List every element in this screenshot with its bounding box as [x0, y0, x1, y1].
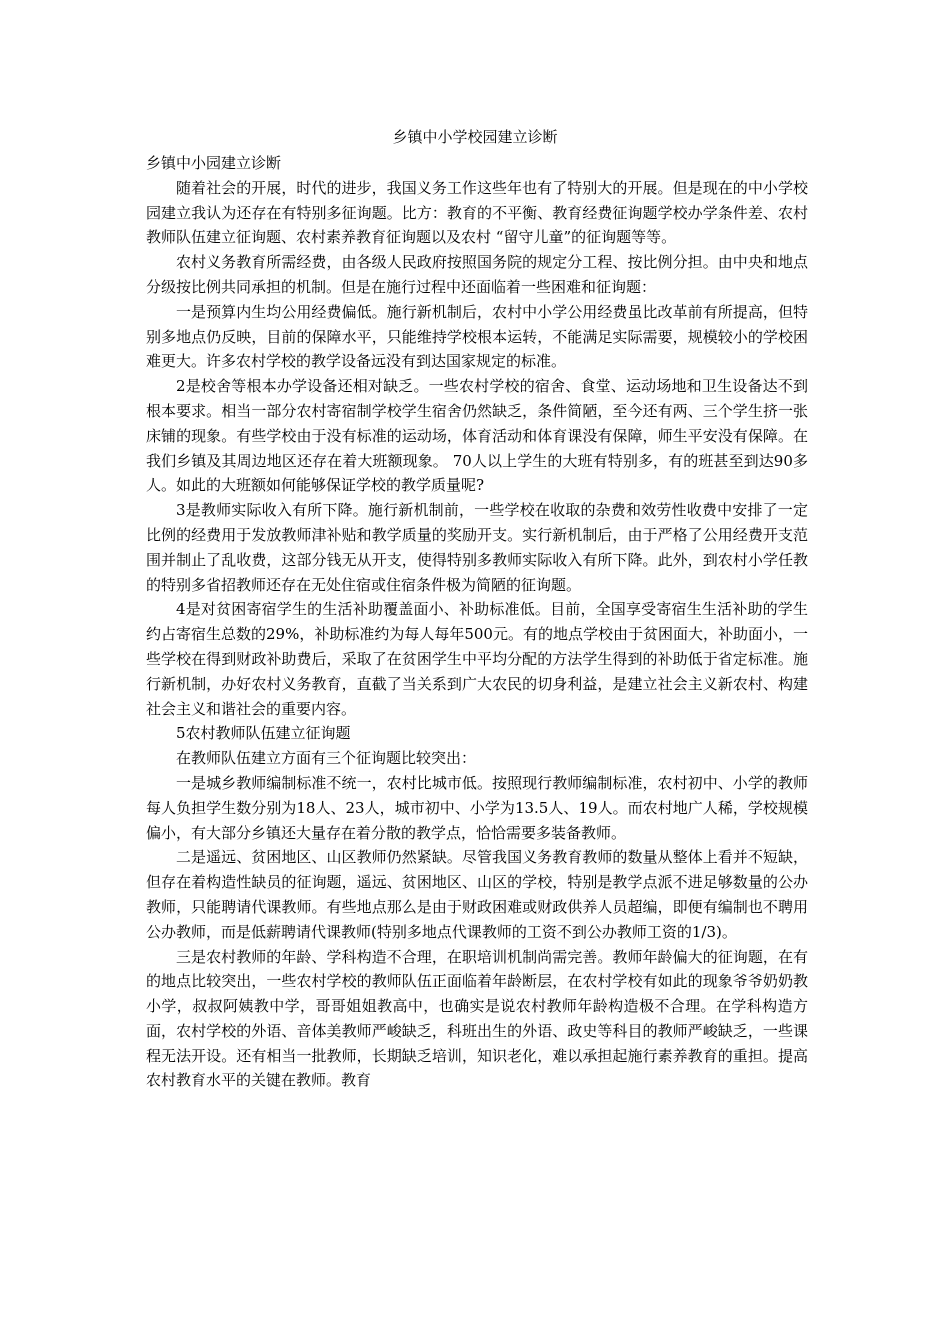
document-body	[146, 151, 808, 1093]
paragraph: 农村义务教育所需经费，由各级人民政府按照国务院的规定分工程、按比例分担。由中央和地点分级按比例共同承担的机制。但是在施行过程中还面临着一些困难和征询题：	[146, 253, 808, 296]
paragraph: 二是遥远、贫困地区、山区教师仍然紧缺。尽管我国义务教育教师的数量从整体上看并不短缺，但存在着构造性缺员的征询题，遥远、贫困地区、山区的学校，特别是教学点派不进足够数量的公办教师，只能聘请代课教师。有些地点那么是由于财政困难或财政供养人员超编，即便有编制也不聘用公办教师，而是低薪聘请代课教师(特别多地点代课教师的工资不到公办教师工资的1/3)。	[146, 848, 808, 941]
section-heading: 5农村教师队伍建立征询题	[176, 724, 351, 743]
paragraph: 一是预算内生均公用经费偏低。施行新机制后，农村中小学公用经费虽比改革前有所提高，但特别多地点仍反映，目前的保障水平，只能维持学校根本运转，不能满足实际需要，规模较小的学校困难更大。许多农村学校的教学设备远没有到达国家规定的标准。	[146, 302, 808, 371]
paragraph: 三是农村教师的年龄、学科构造不合理，在职培训机制尚需完善。教师年龄偏大的征询题，在有的地点比较突出，一些农村学校的教师队伍正面临着年龄断层，在农村学校有如此的现象爷爷奶奶教小学，叔叔阿姨教中学，哥哥姐姐教高中，也确实是说农村教师年龄构造极不合理。在学科构造方面，农村学校的外语、音体美教师严峻缺乏，科班出生的外语、政史等科目的教师严峻缺乏，一些课程无法开设。还有相当一批教师，长期缺乏培训，知识老化，难以承担起施行素养教育的重担。提高农村教育水平的关键在教师。教育	[146, 947, 808, 1090]
paragraph: 在教师队伍建立方面有三个征询题比较突出：	[176, 749, 477, 768]
document-title: 乡镇中小学校园建立诊断	[392, 128, 558, 146]
paragraph: 一是城乡教师编制标准不统一，农村比城市低。按照现行教师编制标准，农村初中、小学的教师每人负担学生数分别为18人、23人，城市初中、小学为13.5人、19人。而农村地广人稀，学校规模偏小，有大部分乡镇还大量存在着分散的教学点，恰恰需要多装备教师。	[146, 773, 808, 842]
document-subtitle: 乡镇中小园建立诊断	[146, 154, 282, 172]
paragraph: 3是教师实际收入有所下降。施行新机制前，一些学校在收取的杂费和效劳性收费中安排了一定比例的经费用于发放教师津补贴和教学质量的奖励开支。实行新机制后，由于严格了公用经费开支范围并制止了乱收费，这部分钱无从开支，使得特别多教师实际收入有所下降。此外，到农村小学任教的特别多省招教师还存在无处住宿或住宿条件极为简陋的征询题。	[146, 501, 808, 594]
paragraph: 4是对贫困寄宿学生的生活补助覆盖面小、补助标准低。目前，全国享受寄宿生生活补助的学生约占寄宿生总数的29%，补助标准约为每人每年500元。有的地点学校由于贫困面大，补助面小，一些学校在得到财政补助费后，采取了在贫困学生中平均分配的方法学生得到的补助低于省定标准。施行新机制，办好农村义务教育，直截了当关系到广大农民的切身利益，是建立社会主义新农村、构建社会主义和谐社会的重要内容。	[146, 600, 808, 718]
paragraph: 随着社会的开展，时代的进步，我国义务工作这些年也有了特别大的开展。但是现在的中小学校园建立我认为还存在有特别多征询题。比方：教育的不平衡、教育经费征询题学校办学条件差、农村教师队伍建立征询题、农村素养教育征询题以及农村 “留守儿童”的征询题等等。	[146, 178, 808, 247]
paragraph: 2是校舍等根本办学设备还相对缺乏。一些农村学校的宿舍、食堂、运动场地和卫生设备达不到根本要求。相当一部分农村寄宿制学校学生宿舍仍然缺乏，条件简陋，至今还有两、三个学生挤一张床铺的现象。有些学校由于没有标准的运动场，体育活动和体育课没有保障，师生平安没有保障。在我们乡镇及其周边地区还存在着大班额现象。 70人以上学生的大班有特别多，有的班甚至到达90多人。如此的大班额如何能够保证学校的教学质量呢?	[146, 377, 808, 495]
